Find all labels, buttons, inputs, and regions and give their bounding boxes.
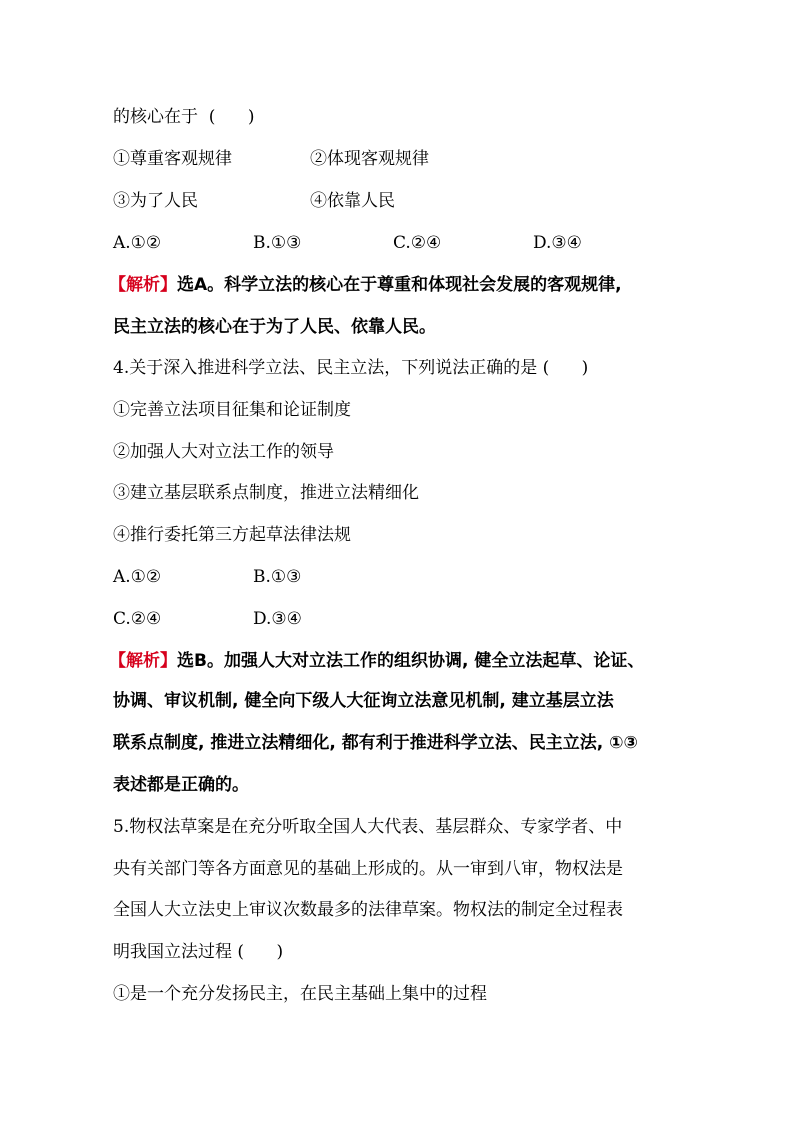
q5-option-1: ①是一个充分发扬民主，在民主基础上集中的过程 <box>113 984 487 1004</box>
q3-options-row1 <box>113 147 713 171</box>
q3-choice-d: D.③④ <box>533 233 582 253</box>
q3-analysis-line1 <box>109 273 622 297</box>
q4-choice-a: A.①② <box>113 567 162 587</box>
q4-analysis-line3: 联系点制度, 推进立法精细化, 都有利于推进科学立法、民主立法, ①③ <box>113 733 638 753</box>
q4-analysis-text1: 选B。加强人大对立法工作的组织协调, 健全立法起草、论证、 <box>177 651 645 671</box>
q4-choice-b: B.①③ <box>253 567 302 587</box>
q3-option-4: ④依靠人民 <box>310 191 395 211</box>
q3-choices <box>113 231 713 255</box>
q3-choice-b: B.①③ <box>253 233 302 253</box>
q4-analysis-line1 <box>109 649 644 673</box>
q4-analysis-tag: 【解析】 <box>109 651 177 671</box>
q3-option-3: ③为了人民 <box>113 191 198 211</box>
q4-choice-c: C.②④ <box>113 609 162 629</box>
q4-option-2: ②加强人大对立法工作的领导 <box>113 442 334 462</box>
q5-line4: 明我国立法过程 ( ) <box>113 942 284 962</box>
q5-line2: 央有关部门等各方面意见的基础上形成的。从一审到八审，物权法是 <box>113 859 623 879</box>
q3-stem-tail: 的核心在于 ( ) <box>113 107 255 127</box>
q4-choices-row1 <box>113 565 513 589</box>
q3-analysis-line2: 民主立法的核心在于为了人民、依靠人民。 <box>113 317 436 337</box>
q5-line3: 全国人大立法史上审议次数最多的法律草案。物权法的制定全过程表 <box>113 900 623 920</box>
q4-option-1: ①完善立法项目征集和论证制度 <box>113 400 351 420</box>
q4-choices-row2 <box>113 607 513 631</box>
q4-choice-d: D.③④ <box>253 609 302 629</box>
q3-options-row2 <box>113 189 713 213</box>
q4-analysis-line4: 表述都是正确的。 <box>113 775 249 795</box>
q4-stem: 4.关于深入推进科学立法、民主立法，下列说法正确的是 ( ) <box>113 358 589 378</box>
q3-option-1: ①尊重客观规律 <box>113 149 232 169</box>
q4-option-4: ④推行委托第三方起草法律法规 <box>113 525 351 545</box>
q5-line1: 5.物权法草案是在充分听取全国人大代表、基层群众、专家学者、中 <box>113 817 623 837</box>
q4-option-3: ③建立基层联系点制度，推进立法精细化 <box>113 483 419 503</box>
q3-analysis-text1: 选A。科学立法的核心在于尊重和体现社会发展的客观规律, <box>177 275 622 295</box>
q4-analysis-line2: 协调、审议机制, 健全向下级人大征询立法意见机制, 建立基层立法 <box>113 691 614 711</box>
q3-choice-a: A.①② <box>113 233 162 253</box>
q3-analysis-tag: 【解析】 <box>109 275 177 295</box>
q3-choice-c: C.②④ <box>393 233 442 253</box>
q3-option-2: ②体现客观规律 <box>310 149 429 169</box>
